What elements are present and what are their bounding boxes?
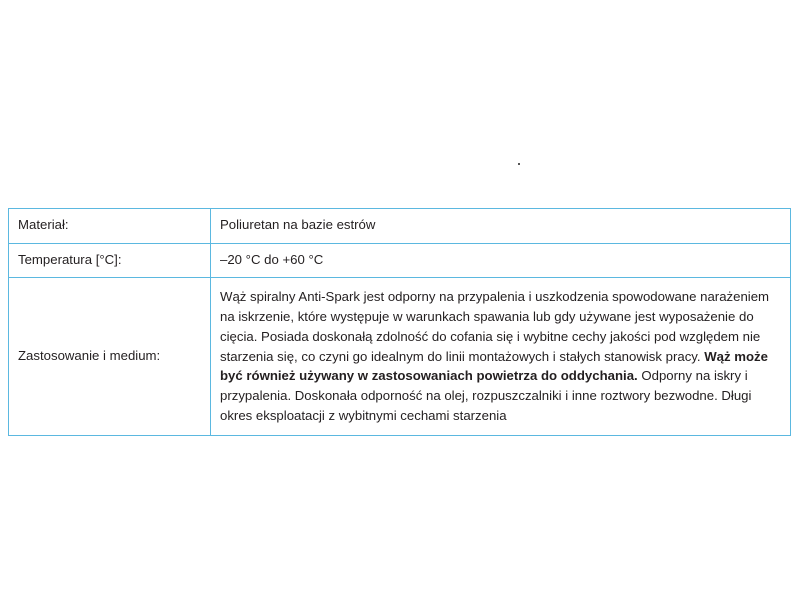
description-part-2: Odporny na iskry i przypalenia. Doskonała odporność na olej, rozpuszczalniki i inne roztwory bezwodne. Długi okres eksploatacji z wybitnymi cechami starzenia [220,368,752,423]
row-value-temperature: –20 °C do +60 °C [211,243,791,278]
row-label-application: Zastosowanie i medium: [9,278,211,435]
application-description [220,289,769,422]
description-bold-highlight: Wąż może być również używany w zastosowaniach powietrza do oddychania. [220,348,768,384]
stray-dot-mark [518,163,520,165]
row-label-material: Materiał: [9,209,211,244]
row-label-temperature: Temperatura [°C]: [9,243,211,278]
description-part-1: Wąż spiralny Anti-Spark jest odporny na przypalenia i uszkodzenia spowodowane narażeniem na iskrzenie, które występuje w warunkach spawania lub gdy używane jest wyposażenie do cięcia. Posiada doskonałą zdolność do cofania się i wybitne cechy jakości pod względem nie starzenia się, co czyni go idealnym do linii montażowych i stałych stanowisk pracy. [220,289,770,364]
specification-table [8,208,791,436]
table-row [9,209,791,244]
row-value-application [211,278,791,435]
table-row [9,278,791,435]
table-row [9,243,791,278]
row-value-material: Poliuretan na bazie estrów [211,209,791,244]
